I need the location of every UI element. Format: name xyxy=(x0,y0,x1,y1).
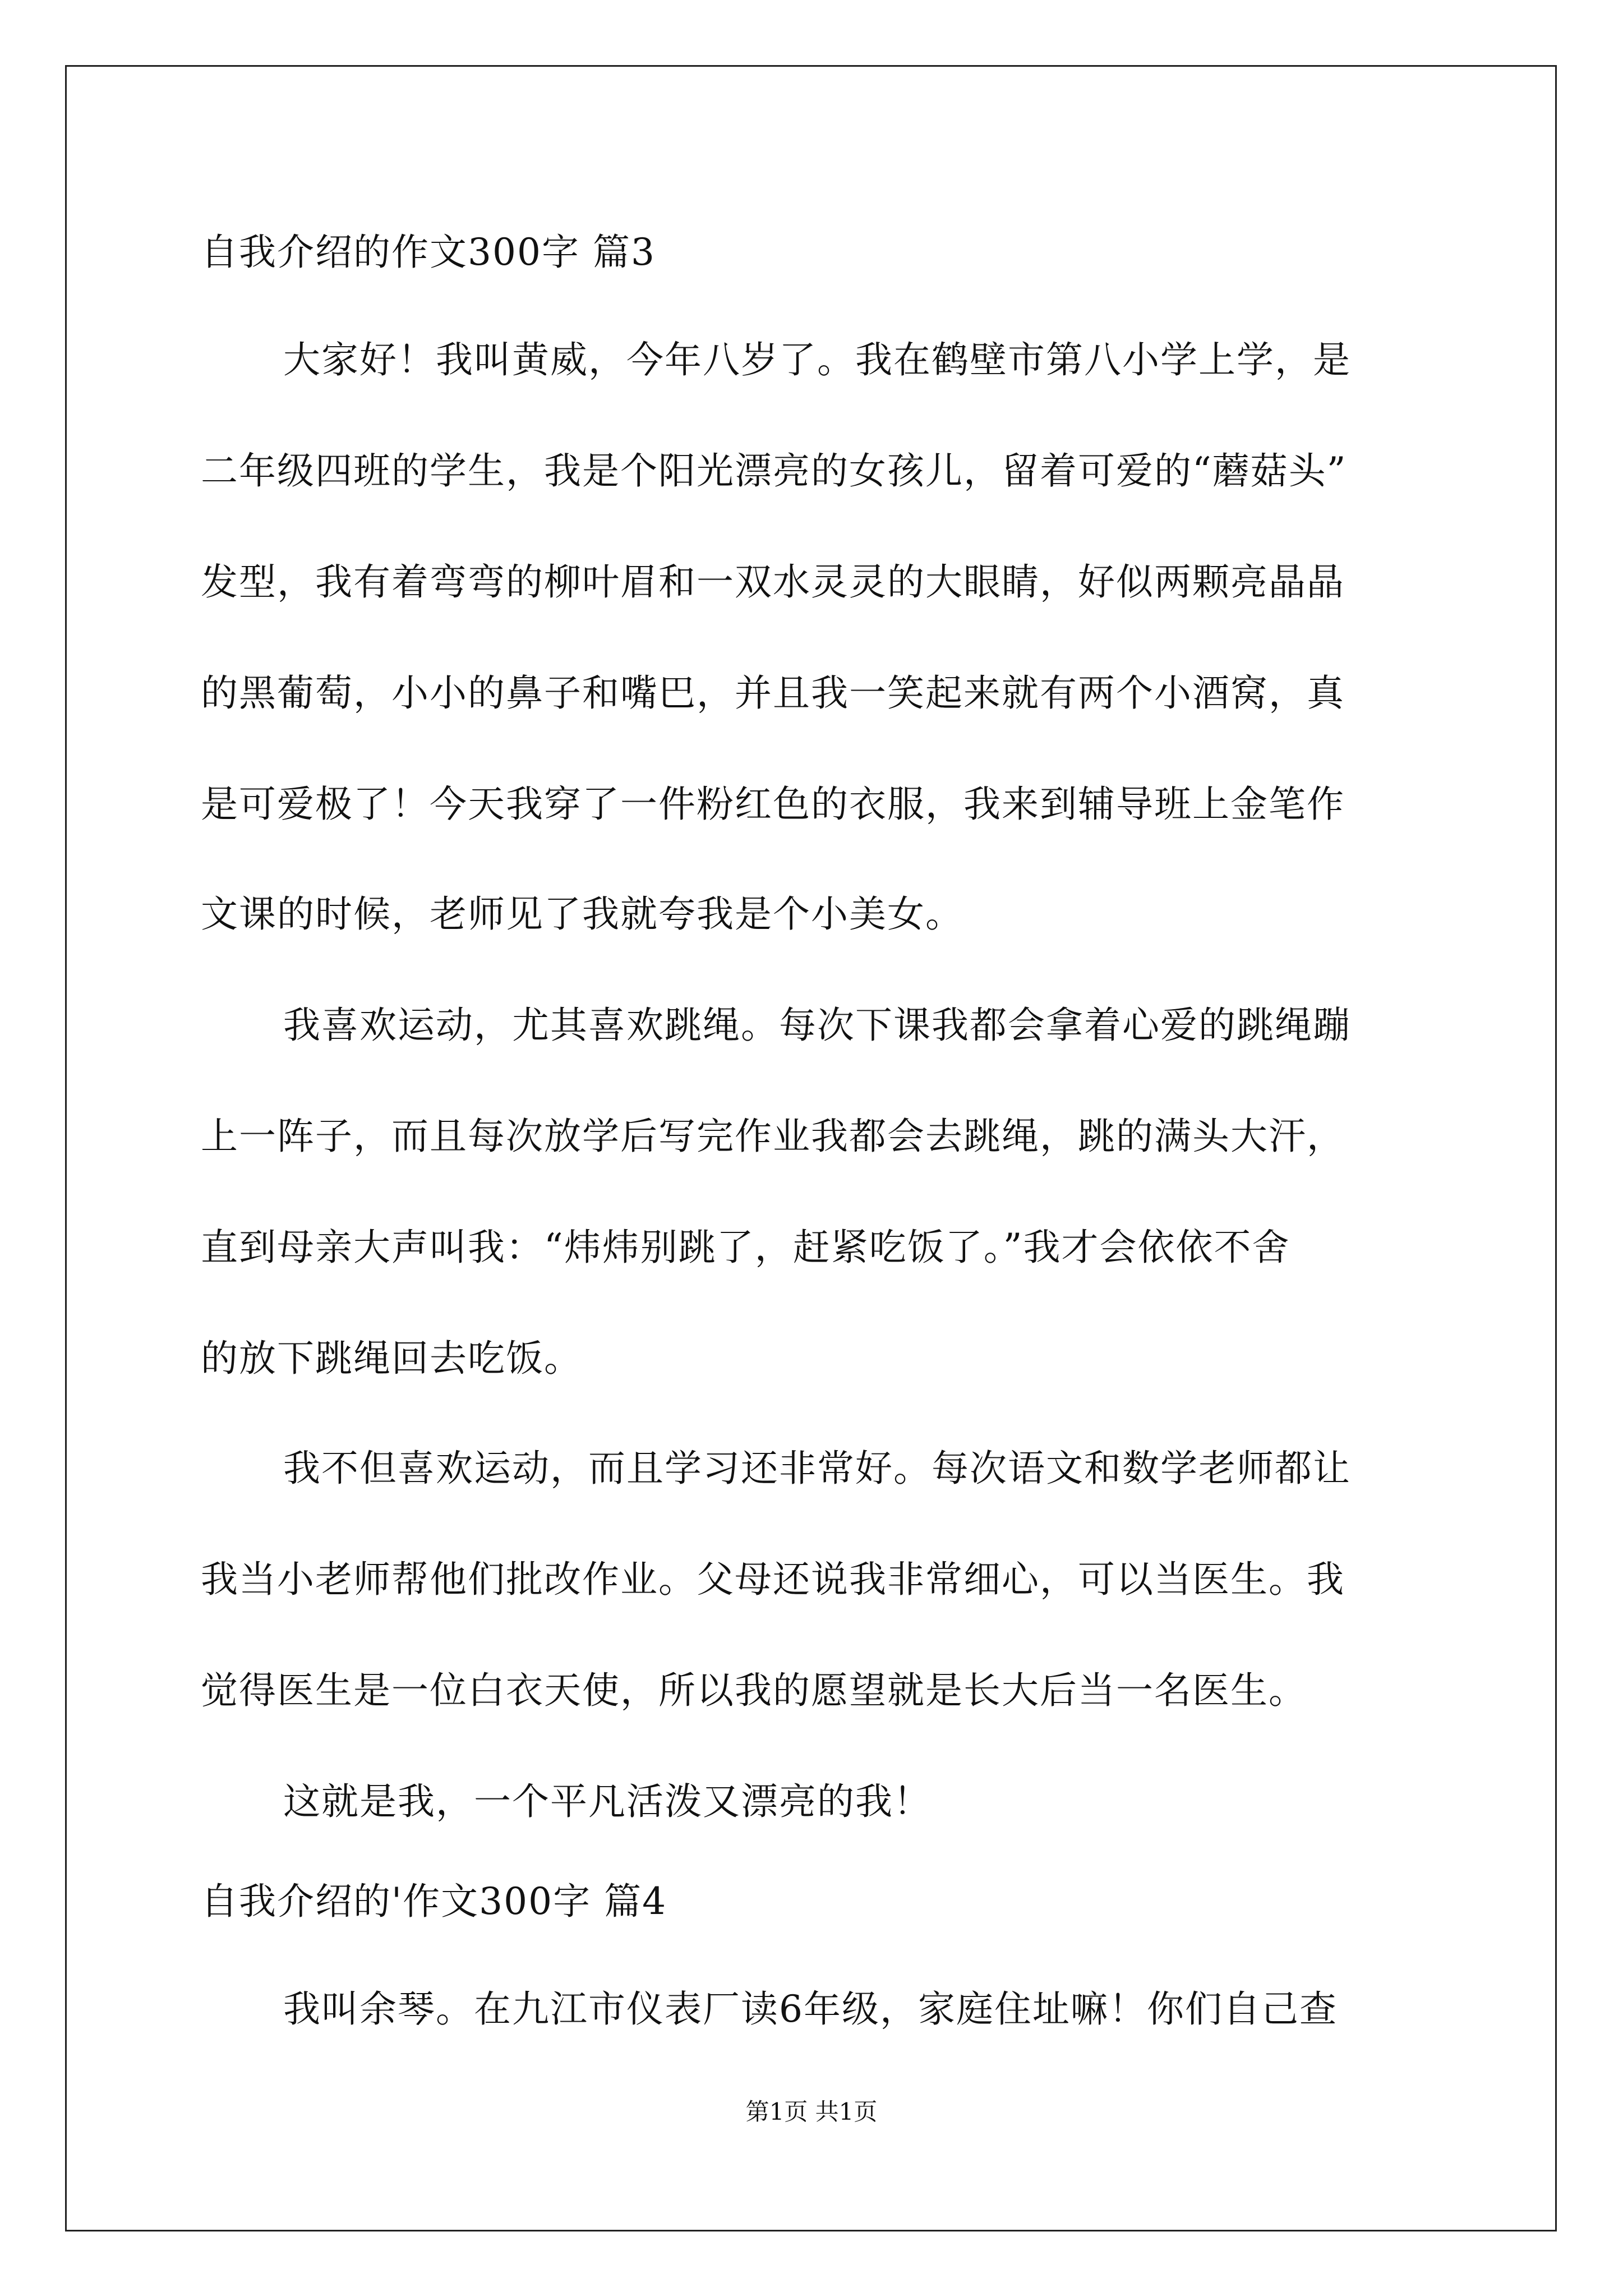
paragraph-line: 直到母亲大声叫我：“炜炜别跳了，赶紧吃饭了。”我才会依依不舍 xyxy=(201,1226,1290,1269)
section-4-title: 自我介绍的'作文300字 篇4 xyxy=(201,1880,667,1923)
paragraph-line: 文课的时候，老师见了我就夸我是个小美女。 xyxy=(201,892,963,936)
paragraph-line: 我当小老师帮他们批改作业。父母还说我非常细心，可以当医生。我 xyxy=(201,1558,1345,1601)
paragraph-line: 上一阵子，而且每次放学后写完作业我都会去跳绳，跳的满头大汗， xyxy=(201,1115,1345,1158)
paragraph-line: 的黑葡萄，小小的鼻子和嘴巴，并且我一笑起来就有两个小酒窝，真 xyxy=(201,671,1345,715)
paragraph-line: 我喜欢运动，尤其喜欢跳绳。每次下课我都会拿着心爱的跳绳蹦 xyxy=(283,1004,1351,1047)
paragraph-line: 大家好！我叫黄威，今年八岁了。我在鹤壁市第八小学上学，是 xyxy=(283,338,1351,381)
paragraph-line: 的放下跳绳回去吃饭。 xyxy=(201,1337,582,1380)
paragraph-line: 这就是我，一个平凡活泼又漂亮的我！ xyxy=(283,1780,932,1823)
paragraph-line: 觉得医生是一位白衣天使，所以我的愿望就是长大后当一名医生。 xyxy=(201,1669,1307,1712)
paragraph-line: 二年级四班的学生，我是个阳光漂亮的女孩儿，留着可爱的“蘑菇头” xyxy=(201,449,1347,493)
page-number-footer: 第1页 共1页 xyxy=(745,2098,878,2125)
paragraph-line: 我叫余琴。在九江市仪表厂读6年级，家庭住址嘛！你们自己查 xyxy=(283,1987,1338,2031)
paragraph-line: 是可爱极了！今天我穿了一件粉红色的衣服，我来到辅导班上金笔作 xyxy=(201,783,1345,826)
paragraph-line: 发型，我有着弯弯的柳叶眉和一双水灵灵的大眼睛，好似两颗亮晶晶 xyxy=(201,560,1345,604)
section-3-title: 自我介绍的作文300字 篇3 xyxy=(201,231,656,274)
paragraph-line: 我不但喜欢运动，而且学习还非常好。每次语文和数学老师都让 xyxy=(283,1447,1351,1490)
